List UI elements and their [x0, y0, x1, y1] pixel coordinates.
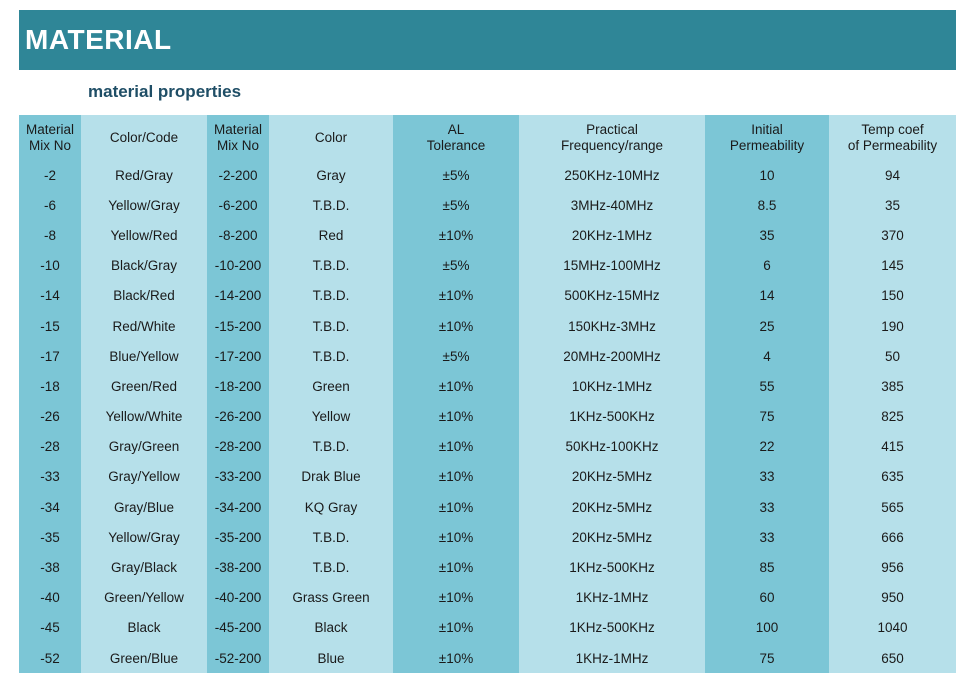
cell-frequency-range: 50KHz-100KHz [519, 432, 705, 462]
cell-al-tolerance: ±10% [393, 281, 519, 311]
cell-material-mix-no: -2-200 [207, 160, 269, 190]
cell-temp-coef: 825 [829, 402, 956, 432]
cell-color-code: Yellow/Gray [81, 190, 207, 220]
cell-al-tolerance: ±10% [393, 583, 519, 613]
cell-temp-coef: 94 [829, 160, 956, 190]
cell-color-code: Gray/Yellow [81, 462, 207, 492]
table-body [19, 160, 956, 673]
cell-frequency-range: 1KHz-1MHz [519, 583, 705, 613]
table-row [19, 613, 956, 643]
cell-initial-permeability: 35 [705, 220, 829, 250]
cell-initial-permeability: 75 [705, 643, 829, 673]
cell-al-tolerance: ±5% [393, 160, 519, 190]
cell-frequency-range: 1KHz-500KHz [519, 402, 705, 432]
cell-color-code: Gray/Blue [81, 492, 207, 522]
table-header [19, 115, 956, 160]
cell-frequency-range: 15MHz-100MHz [519, 251, 705, 281]
cell-frequency-range: 10KHz-1MHz [519, 371, 705, 401]
column-header-line: Tolerance [426, 137, 486, 153]
column-header-line: Practical [586, 121, 638, 137]
cell-initial-permeability: 75 [705, 402, 829, 432]
cell-color-code: Gray/Black [81, 552, 207, 582]
cell-color: T.B.D. [269, 341, 393, 371]
cell-al-tolerance: ±5% [393, 251, 519, 281]
cell-temp-coef: 150 [829, 281, 956, 311]
cell-color: Green [269, 371, 393, 401]
cell-color: T.B.D. [269, 190, 393, 220]
cell-temp-coef: 190 [829, 311, 956, 341]
cell-temp-coef: 50 [829, 341, 956, 371]
cell-color-code: Black [81, 613, 207, 643]
table-row [19, 432, 956, 462]
cell-color: T.B.D. [269, 311, 393, 341]
cell-temp-coef: 565 [829, 492, 956, 522]
column-header-line: Mix No [28, 137, 71, 153]
column-header-frequency-range [519, 115, 705, 160]
page-banner [19, 10, 956, 70]
cell-al-tolerance: ±10% [393, 613, 519, 643]
cell-al-tolerance: ±10% [393, 643, 519, 673]
cell-color: KQ Gray [269, 492, 393, 522]
cell-initial-permeability: 25 [705, 311, 829, 341]
cell-material-mix-no: -14-200 [207, 281, 269, 311]
cell-temp-coef: 145 [829, 251, 956, 281]
cell-material-mix-no: -6-200 [207, 190, 269, 220]
cell-temp-coef: 635 [829, 462, 956, 492]
cell-material-mix-no: -10-200 [207, 251, 269, 281]
cell-color-code: Green/Yellow [81, 583, 207, 613]
cell-frequency-range: 20KHz-5MHz [519, 492, 705, 522]
table-row [19, 552, 956, 582]
column-header-temp-coef [829, 115, 956, 160]
cell-initial-permeability: 60 [705, 583, 829, 613]
cell-color: T.B.D. [269, 522, 393, 552]
table-row [19, 251, 956, 281]
table-row [19, 492, 956, 522]
cell-color-code: Yellow/White [81, 402, 207, 432]
cell-color: T.B.D. [269, 552, 393, 582]
cell-frequency-range: 20KHz-5MHz [519, 462, 705, 492]
page-title: MATERIAL [25, 24, 172, 55]
table-row [19, 402, 956, 432]
cell-mix-no: -45 [19, 613, 81, 643]
cell-al-tolerance: ±10% [393, 402, 519, 432]
table-row [19, 311, 956, 341]
cell-mix-no: -40 [19, 583, 81, 613]
cell-material-mix-no: -17-200 [207, 341, 269, 371]
cell-mix-no: -34 [19, 492, 81, 522]
cell-al-tolerance: ±10% [393, 432, 519, 462]
cell-material-mix-no: -26-200 [207, 402, 269, 432]
cell-color-code: Green/Red [81, 371, 207, 401]
cell-material-mix-no: -52-200 [207, 643, 269, 673]
table-row [19, 341, 956, 371]
cell-temp-coef: 950 [829, 583, 956, 613]
cell-initial-permeability: 14 [705, 281, 829, 311]
cell-color-code: Red/Gray [81, 160, 207, 190]
cell-initial-permeability: 55 [705, 371, 829, 401]
cell-frequency-range: 250KHz-10MHz [519, 160, 705, 190]
cell-al-tolerance: ±10% [393, 552, 519, 582]
cell-color: T.B.D. [269, 251, 393, 281]
cell-frequency-range: 1KHz-1MHz [519, 643, 705, 673]
column-header-mix-no [19, 115, 81, 160]
column-header-color [269, 115, 393, 160]
cell-material-mix-no: -40-200 [207, 583, 269, 613]
cell-color: Gray [269, 160, 393, 190]
cell-initial-permeability: 22 [705, 432, 829, 462]
cell-initial-permeability: 33 [705, 522, 829, 552]
cell-color: Red [269, 220, 393, 250]
cell-frequency-range: 20KHz-1MHz [519, 220, 705, 250]
column-header-al-tolerance [393, 115, 519, 160]
cell-frequency-range: 500KHz-15MHz [519, 281, 705, 311]
cell-material-mix-no: -45-200 [207, 613, 269, 643]
cell-material-mix-no: -35-200 [207, 522, 269, 552]
cell-mix-no: -14 [19, 281, 81, 311]
cell-initial-permeability: 6 [705, 251, 829, 281]
cell-temp-coef: 415 [829, 432, 956, 462]
cell-temp-coef: 666 [829, 522, 956, 552]
cell-color-code: Black/Gray [81, 251, 207, 281]
cell-mix-no: -8 [19, 220, 81, 250]
header-row [19, 115, 956, 160]
cell-initial-permeability: 100 [705, 613, 829, 643]
cell-al-tolerance: ±5% [393, 341, 519, 371]
cell-material-mix-no: -18-200 [207, 371, 269, 401]
column-header-line: Mix No [216, 137, 259, 153]
cell-material-mix-no: -15-200 [207, 311, 269, 341]
cell-frequency-range: 1KHz-500KHz [519, 552, 705, 582]
cell-mix-no: -52 [19, 643, 81, 673]
cell-mix-no: -38 [19, 552, 81, 582]
cell-al-tolerance: ±10% [393, 492, 519, 522]
cell-color-code: Red/White [81, 311, 207, 341]
table-row [19, 371, 956, 401]
cell-initial-permeability: 8.5 [705, 190, 829, 220]
cell-color: Black [269, 613, 393, 643]
cell-mix-no: -26 [19, 402, 81, 432]
column-header-line: Permeability [729, 137, 805, 153]
cell-color-code: Yellow/Gray [81, 522, 207, 552]
cell-al-tolerance: ±5% [393, 190, 519, 220]
column-header-line: Temp coef [861, 121, 924, 137]
cell-frequency-range: 20MHz-200MHz [519, 341, 705, 371]
cell-al-tolerance: ±10% [393, 371, 519, 401]
cell-color: T.B.D. [269, 281, 393, 311]
cell-temp-coef: 35 [829, 190, 956, 220]
column-header-material-mix-no [207, 115, 269, 160]
table-row [19, 190, 956, 220]
table-row [19, 281, 956, 311]
cell-initial-permeability: 33 [705, 462, 829, 492]
table-row [19, 643, 956, 673]
cell-mix-no: -15 [19, 311, 81, 341]
cell-material-mix-no: -38-200 [207, 552, 269, 582]
cell-initial-permeability: 85 [705, 552, 829, 582]
cell-mix-no: -28 [19, 432, 81, 462]
cell-color: T.B.D. [269, 432, 393, 462]
cell-temp-coef: 956 [829, 552, 956, 582]
cell-al-tolerance: ±10% [393, 522, 519, 552]
section-subtitle: material properties [88, 82, 242, 101]
cell-mix-no: -2 [19, 160, 81, 190]
cell-frequency-range: 3MHz-40MHz [519, 190, 705, 220]
column-header-line: Initial [751, 121, 783, 137]
cell-material-mix-no: -8-200 [207, 220, 269, 250]
cell-temp-coef: 650 [829, 643, 956, 673]
cell-color-code: Gray/Green [81, 432, 207, 462]
column-header-initial-permeability [705, 115, 829, 160]
column-header-line: Material [213, 121, 262, 137]
cell-mix-no: -18 [19, 371, 81, 401]
cell-mix-no: -33 [19, 462, 81, 492]
cell-color: Blue [269, 643, 393, 673]
material-properties-table [19, 115, 956, 673]
cell-color-code: Blue/Yellow [81, 341, 207, 371]
cell-color: Grass Green [269, 583, 393, 613]
cell-temp-coef: 1040 [829, 613, 956, 643]
cell-frequency-range: 150KHz-3MHz [519, 311, 705, 341]
cell-frequency-range: 20KHz-5MHz [519, 522, 705, 552]
cell-temp-coef: 385 [829, 371, 956, 401]
cell-material-mix-no: -28-200 [207, 432, 269, 462]
table-row [19, 583, 956, 613]
cell-material-mix-no: -33-200 [207, 462, 269, 492]
cell-color-code: Yellow/Red [81, 220, 207, 250]
column-header-line: Color/Code [109, 129, 179, 145]
cell-temp-coef: 370 [829, 220, 956, 250]
cell-mix-no: -17 [19, 341, 81, 371]
column-header-line: of Permeability [847, 137, 938, 153]
table-row [19, 462, 956, 492]
cell-color: Yellow [269, 402, 393, 432]
cell-mix-no: -35 [19, 522, 81, 552]
cell-mix-no: -10 [19, 251, 81, 281]
column-header-line: AL [447, 121, 465, 137]
cell-al-tolerance: ±10% [393, 462, 519, 492]
cell-initial-permeability: 10 [705, 160, 829, 190]
column-header-line: Frequency/range [560, 137, 664, 153]
cell-al-tolerance: ±10% [393, 220, 519, 250]
column-header-color-code [81, 115, 207, 160]
column-header-line: Color [314, 129, 348, 145]
cell-mix-no: -6 [19, 190, 81, 220]
table-row [19, 522, 956, 552]
cell-al-tolerance: ±10% [393, 311, 519, 341]
column-header-line: Material [25, 121, 74, 137]
cell-initial-permeability: 4 [705, 341, 829, 371]
table-row [19, 220, 956, 250]
table-row [19, 160, 956, 190]
cell-color-code: Black/Red [81, 281, 207, 311]
cell-initial-permeability: 33 [705, 492, 829, 522]
cell-material-mix-no: -34-200 [207, 492, 269, 522]
cell-color: Drak Blue [269, 462, 393, 492]
cell-frequency-range: 1KHz-500KHz [519, 613, 705, 643]
cell-color-code: Green/Blue [81, 643, 207, 673]
